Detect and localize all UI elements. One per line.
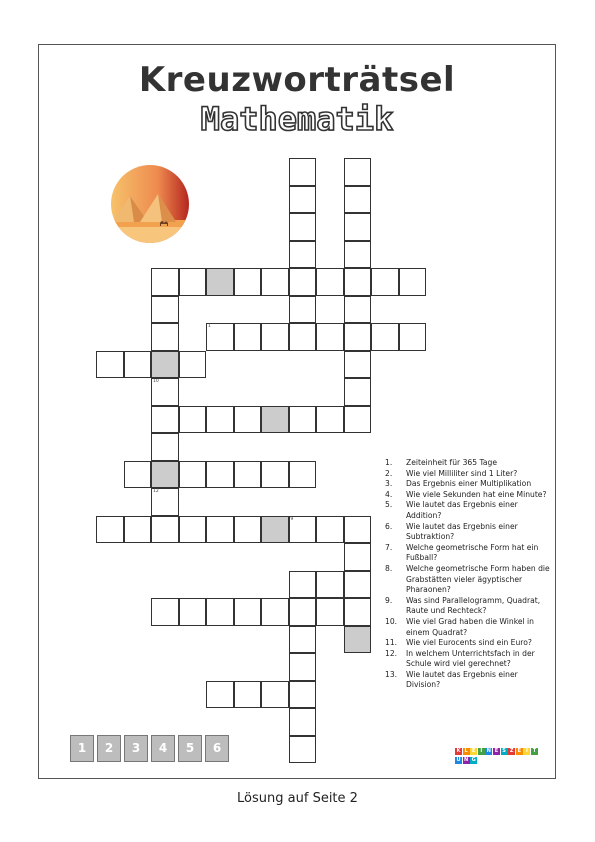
clue-item-text: Wie viele Sekunden hat eine Minute? xyxy=(406,489,547,499)
clue-item xyxy=(385,596,550,617)
clue-item xyxy=(385,490,550,501)
crossword-cell[interactable] xyxy=(151,268,179,296)
crossword-cell[interactable] xyxy=(344,351,372,379)
crossword-cell[interactable] xyxy=(261,681,289,709)
solution-box[interactable]: 2 xyxy=(97,735,121,762)
crossword-cell[interactable] xyxy=(206,323,234,351)
crossword-cell[interactable] xyxy=(234,461,262,489)
page-subtitle: Mathematik xyxy=(200,100,394,138)
clue-item-number: 4. xyxy=(385,489,393,499)
clue-item-text: Welche geometrische Form haben die Grabstätten vieler ägyptischer Pharaonen? xyxy=(406,563,550,595)
crossword-cell[interactable] xyxy=(289,626,317,654)
clue-item-text: Wie viel Grad haben die Winkel in einem Quadrat? xyxy=(406,616,534,637)
clue-item-text: In welchem Unterrichtsfach in der Schule wird viel gerechnet? xyxy=(406,648,535,669)
crossword-cell[interactable] xyxy=(289,461,317,489)
crossword-cell[interactable] xyxy=(344,543,372,571)
logo-letter: Z xyxy=(509,748,514,754)
crossword-cell[interactable] xyxy=(371,268,399,296)
logo-letter: N xyxy=(464,756,469,763)
crossword-cell[interactable] xyxy=(344,516,372,544)
crossword-cell[interactable] xyxy=(344,186,372,214)
logo-letter: N xyxy=(486,748,491,754)
solution-box[interactable]: 5 xyxy=(178,735,202,762)
crossword-cell[interactable] xyxy=(289,296,317,324)
clue-item xyxy=(385,649,550,670)
logo-letter: L xyxy=(464,748,468,754)
clue-item-text: Das Ergebnis einer Multiplikation xyxy=(406,479,532,489)
crossword-cell[interactable] xyxy=(179,351,207,379)
crossword-cell[interactable] xyxy=(234,268,262,296)
page-title: Kreuzworträtsel xyxy=(138,60,456,100)
clue-number: 12 xyxy=(153,489,159,494)
crossword-cell[interactable] xyxy=(344,158,372,186)
clue-item-number: 8. xyxy=(385,563,393,573)
crossword-cell[interactable] xyxy=(289,681,317,709)
logo-letter: E xyxy=(471,748,476,754)
crossword-cell[interactable] xyxy=(234,681,262,709)
crossword-cell[interactable] xyxy=(289,323,317,351)
clue-number: 10 xyxy=(153,379,159,384)
clue-item xyxy=(385,522,550,543)
crossword-cell-solution[interactable] xyxy=(261,406,289,434)
logo-letter: I xyxy=(523,748,530,755)
clue-item xyxy=(385,564,550,596)
crossword-cell[interactable] xyxy=(151,488,179,516)
crossword-cell[interactable] xyxy=(124,351,152,379)
crossword-cell[interactable] xyxy=(234,406,262,434)
crossword-cell[interactable] xyxy=(234,598,262,626)
crossword-cell[interactable] xyxy=(261,268,289,296)
clue-item-text: Zeiteinheit für 365 Tage xyxy=(406,458,497,467)
clue-item-number: 2. xyxy=(385,468,393,478)
crossword-cell[interactable] xyxy=(206,461,234,489)
crossword-cell[interactable] xyxy=(151,516,179,544)
crossword-cell[interactable] xyxy=(289,516,317,544)
clue-item-text: Wie lautet das Ergebnis einer Division? xyxy=(406,669,518,690)
crossword-cell[interactable] xyxy=(289,708,317,736)
crossword-cell[interactable] xyxy=(179,516,207,544)
crossword-cell[interactable] xyxy=(316,598,344,626)
clue-item-number: 13. xyxy=(385,669,398,679)
crossword-cell[interactable] xyxy=(124,461,152,489)
crossword-cell[interactable] xyxy=(289,213,317,241)
crossword-cell[interactable] xyxy=(316,323,344,351)
crossword-cell[interactable] xyxy=(289,653,317,681)
logo-letter: T xyxy=(532,748,537,754)
crossword-cell[interactable] xyxy=(151,296,179,324)
crossword-cell[interactable] xyxy=(234,323,262,351)
crossword-cell[interactable] xyxy=(344,378,372,406)
pyramid-illustration xyxy=(110,164,190,244)
crossword-cell[interactable] xyxy=(206,598,234,626)
crossword-cell[interactable] xyxy=(344,406,372,434)
clue-item-text: Wie lautet das Ergebnis einer Subtraktion? xyxy=(406,521,518,542)
crossword-cell-solution[interactable] xyxy=(151,461,179,489)
clue-item-text: Wie viel Milliliter sind 1 Liter? xyxy=(406,468,518,478)
crossword-cell[interactable] xyxy=(316,571,344,599)
clue-item-number: 3. xyxy=(385,479,393,489)
crossword-cell[interactable] xyxy=(344,323,372,351)
clue-item-text: Was sind Parallelogramm, Quadrat, Raute und Rechteck? xyxy=(406,595,541,616)
clue-item-number: 12. xyxy=(385,648,398,658)
clue-list xyxy=(385,458,550,691)
crossword-cell[interactable] xyxy=(316,406,344,434)
logo-letter: G xyxy=(471,756,476,763)
crossword-cell[interactable] xyxy=(399,323,427,351)
crossword-cell[interactable] xyxy=(179,406,207,434)
solution-box[interactable]: 4 xyxy=(151,735,175,762)
crossword-cell[interactable] xyxy=(151,433,179,461)
crossword-cell-solution[interactable] xyxy=(344,626,372,654)
clue-item xyxy=(385,617,550,638)
crossword-cell[interactable] xyxy=(206,516,234,544)
crossword-cell[interactable] xyxy=(399,268,427,296)
clue-item-number: 1. xyxy=(385,458,393,467)
crossword-cell[interactable] xyxy=(261,598,289,626)
crossword-cell[interactable] xyxy=(344,268,372,296)
publisher-logo xyxy=(455,748,539,766)
solution-box[interactable]: 1 xyxy=(70,735,94,762)
clue-item-number: 9. xyxy=(385,595,393,605)
crossword-cell[interactable] xyxy=(261,461,289,489)
clue-item-number: 5. xyxy=(385,500,393,510)
crossword-cell[interactable] xyxy=(344,241,372,269)
crossword-cell[interactable] xyxy=(371,323,399,351)
crossword-cell[interactable] xyxy=(344,598,372,626)
crossword-cell[interactable] xyxy=(206,681,234,709)
logo-letter: K xyxy=(456,748,461,754)
crossword-cell[interactable] xyxy=(344,571,372,599)
clue-item xyxy=(385,543,550,564)
crossword-cell[interactable] xyxy=(289,186,317,214)
crossword-cell[interactable] xyxy=(289,406,317,434)
clue-item xyxy=(385,469,550,480)
solution-box[interactable]: 6 xyxy=(205,735,229,762)
crossword-cell[interactable] xyxy=(96,351,124,379)
footer-note: Lösung auf Seite 2 xyxy=(237,791,358,806)
crossword-cell[interactable] xyxy=(261,323,289,351)
crossword-cell[interactable] xyxy=(234,516,262,544)
clue-number: 1 xyxy=(208,324,211,329)
clue-number: 9 xyxy=(290,516,294,522)
crossword-cell[interactable] xyxy=(289,158,317,186)
crossword-cell[interactable] xyxy=(179,461,207,489)
crossword-cell-solution[interactable] xyxy=(206,268,234,296)
crossword-cell[interactable] xyxy=(151,323,179,351)
crossword-cell[interactable] xyxy=(179,268,207,296)
crossword-cell[interactable] xyxy=(289,241,317,269)
crossword-cell[interactable] xyxy=(289,598,317,626)
crossword-cell[interactable] xyxy=(206,406,234,434)
logo-letter: S xyxy=(502,748,506,754)
crossword-cell[interactable] xyxy=(151,406,179,434)
logo-letter: E xyxy=(494,748,499,754)
crossword-cell[interactable] xyxy=(344,213,372,241)
crossword-cell-solution[interactable] xyxy=(261,516,289,544)
crossword-cell[interactable] xyxy=(289,571,317,599)
crossword-cell[interactable] xyxy=(151,378,179,406)
crossword-cell[interactable] xyxy=(316,516,344,544)
clue-item-number: 7. xyxy=(385,542,393,552)
logo-letter: U xyxy=(456,756,461,763)
crossword-cell[interactable] xyxy=(151,598,179,626)
crossword-cell[interactable] xyxy=(289,736,317,764)
crossword-cell-solution[interactable] xyxy=(151,351,179,379)
logo-letter: I xyxy=(478,748,485,755)
solution-box[interactable]: 3 xyxy=(124,735,148,762)
crossword-cell[interactable] xyxy=(344,296,372,324)
clue-item-text: Wie lautet das Ergebnis einer Addition? xyxy=(406,500,518,520)
clue-item-number: 6. xyxy=(385,521,393,531)
clue-item xyxy=(385,458,550,469)
clue-item xyxy=(385,638,550,649)
clue-item-text: Welche geometrische Form hat ein Fußball? xyxy=(406,542,539,563)
clue-item-text: Wie viel Eurocents sind ein Euro? xyxy=(406,638,532,648)
clue-item xyxy=(385,479,550,490)
crossword-cell[interactable] xyxy=(96,516,124,544)
crossword-cell[interactable] xyxy=(316,268,344,296)
clue-item-number: 11. xyxy=(385,638,398,648)
clue-item xyxy=(385,500,550,521)
clue-item xyxy=(385,670,550,691)
crossword-cell[interactable] xyxy=(289,268,317,296)
logo-letter: E xyxy=(517,748,521,754)
clue-item-number: 10. xyxy=(385,616,398,626)
crossword-cell[interactable] xyxy=(179,598,207,626)
crossword-cell[interactable] xyxy=(124,516,152,544)
